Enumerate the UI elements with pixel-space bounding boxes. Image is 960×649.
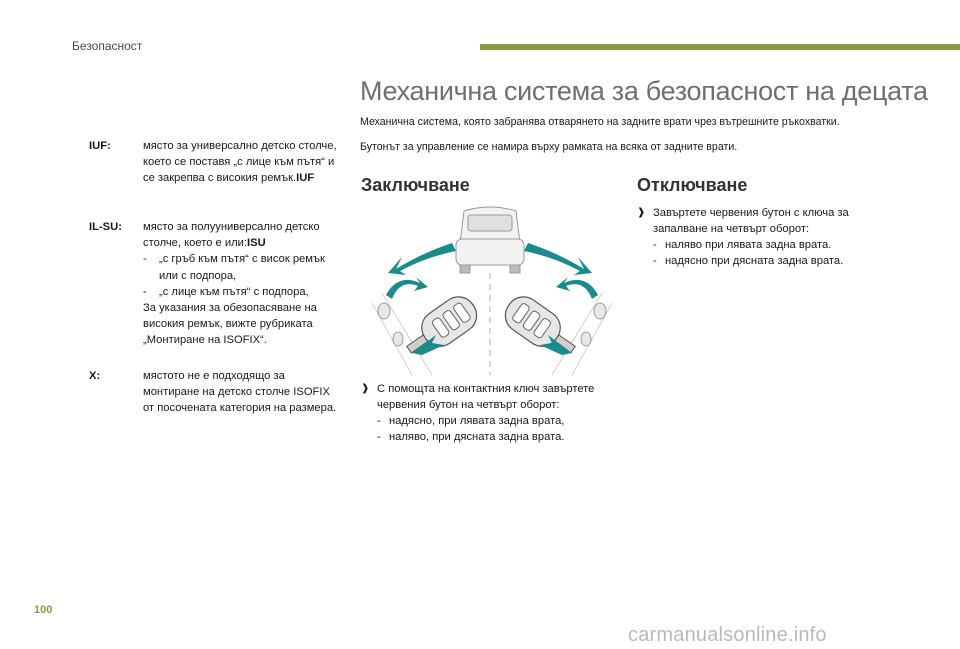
page-title: Механична система за безопасност на децата [360, 76, 928, 106]
key-left-icon [399, 290, 484, 364]
rotate-arrow-icon [556, 277, 598, 299]
instruction-text: Завъртете червения бутон с ключа за запалване на четвърт оборот: [653, 207, 849, 235]
arrow-right-icon [524, 243, 592, 275]
definition-term: X: [89, 370, 101, 382]
intro-paragraph-2: Бутонът за управление се намира върху рамката на всяка от задните врати. [360, 141, 738, 153]
rotate-arrow-icon [386, 277, 428, 299]
definition-ilsu [89, 219, 339, 349]
definition-iuf [89, 138, 339, 187]
lock-heading: Заключване [361, 175, 470, 195]
definition-text: място за полууниверсално детско столче, което е или: [143, 221, 320, 250]
header-accent-bar [480, 44, 960, 50]
definition-text: мястото не е подходящо за монтиране на детско столче ISOFIX от посочената категория на размера. [143, 370, 337, 415]
car-rear-icon [456, 207, 524, 273]
child-lock-illustration [372, 203, 612, 375]
instruction-text: С помощта на контактния ключ завъртете червения бутон на четвърт оборот: [377, 383, 595, 411]
bullet-marker-icon: ❱ [637, 207, 646, 218]
intro-paragraph: Механична система, която забранява отварянето на задните врати чрез вътрешните ръкохватки. [360, 116, 840, 128]
road-lines-icon [372, 273, 612, 375]
section-label: Безопасност [72, 39, 143, 53]
definition-term: IUF: [89, 140, 111, 152]
list-item: - „с лице към пътя“ с подпора, [143, 285, 309, 298]
unlock-instructions [637, 205, 887, 269]
key-right-icon [499, 290, 584, 364]
lock-instructions [361, 381, 611, 445]
definition-note: За указания за обезопасяване на високия ремък, вижте рубриката „Монтиране на ISOFIX“. [143, 302, 317, 347]
list-item: - „с гръб към пътя“ с висок ремък или с подпора, [143, 253, 325, 282]
unlock-heading: Отключване [637, 175, 748, 195]
definition-x [89, 368, 339, 417]
page-number: 100 [34, 604, 53, 616]
definition-term: IL-SU: [89, 221, 122, 233]
definition-text: място за универсално детско столче, което се поставя „с лице към пътя“ и се закрепва с високия ремък. [143, 140, 337, 185]
list-item: - наляво при лявата задна врата. [653, 239, 832, 251]
door-lock-button-icon [378, 303, 606, 346]
list-item: - надясно при дясната задна врата. [653, 255, 844, 267]
list-item: - наляво, при дясната задна врата. [377, 431, 565, 443]
bullet-marker-icon: ❱ [361, 383, 370, 394]
definition-strong: ISU [247, 237, 266, 250]
definition-strong: IUF [296, 172, 315, 185]
watermark: carmanualsonline.info [628, 624, 827, 646]
list-item: - надясно, при лявата задна врата, [377, 415, 565, 427]
arrow-left-icon [388, 243, 456, 275]
